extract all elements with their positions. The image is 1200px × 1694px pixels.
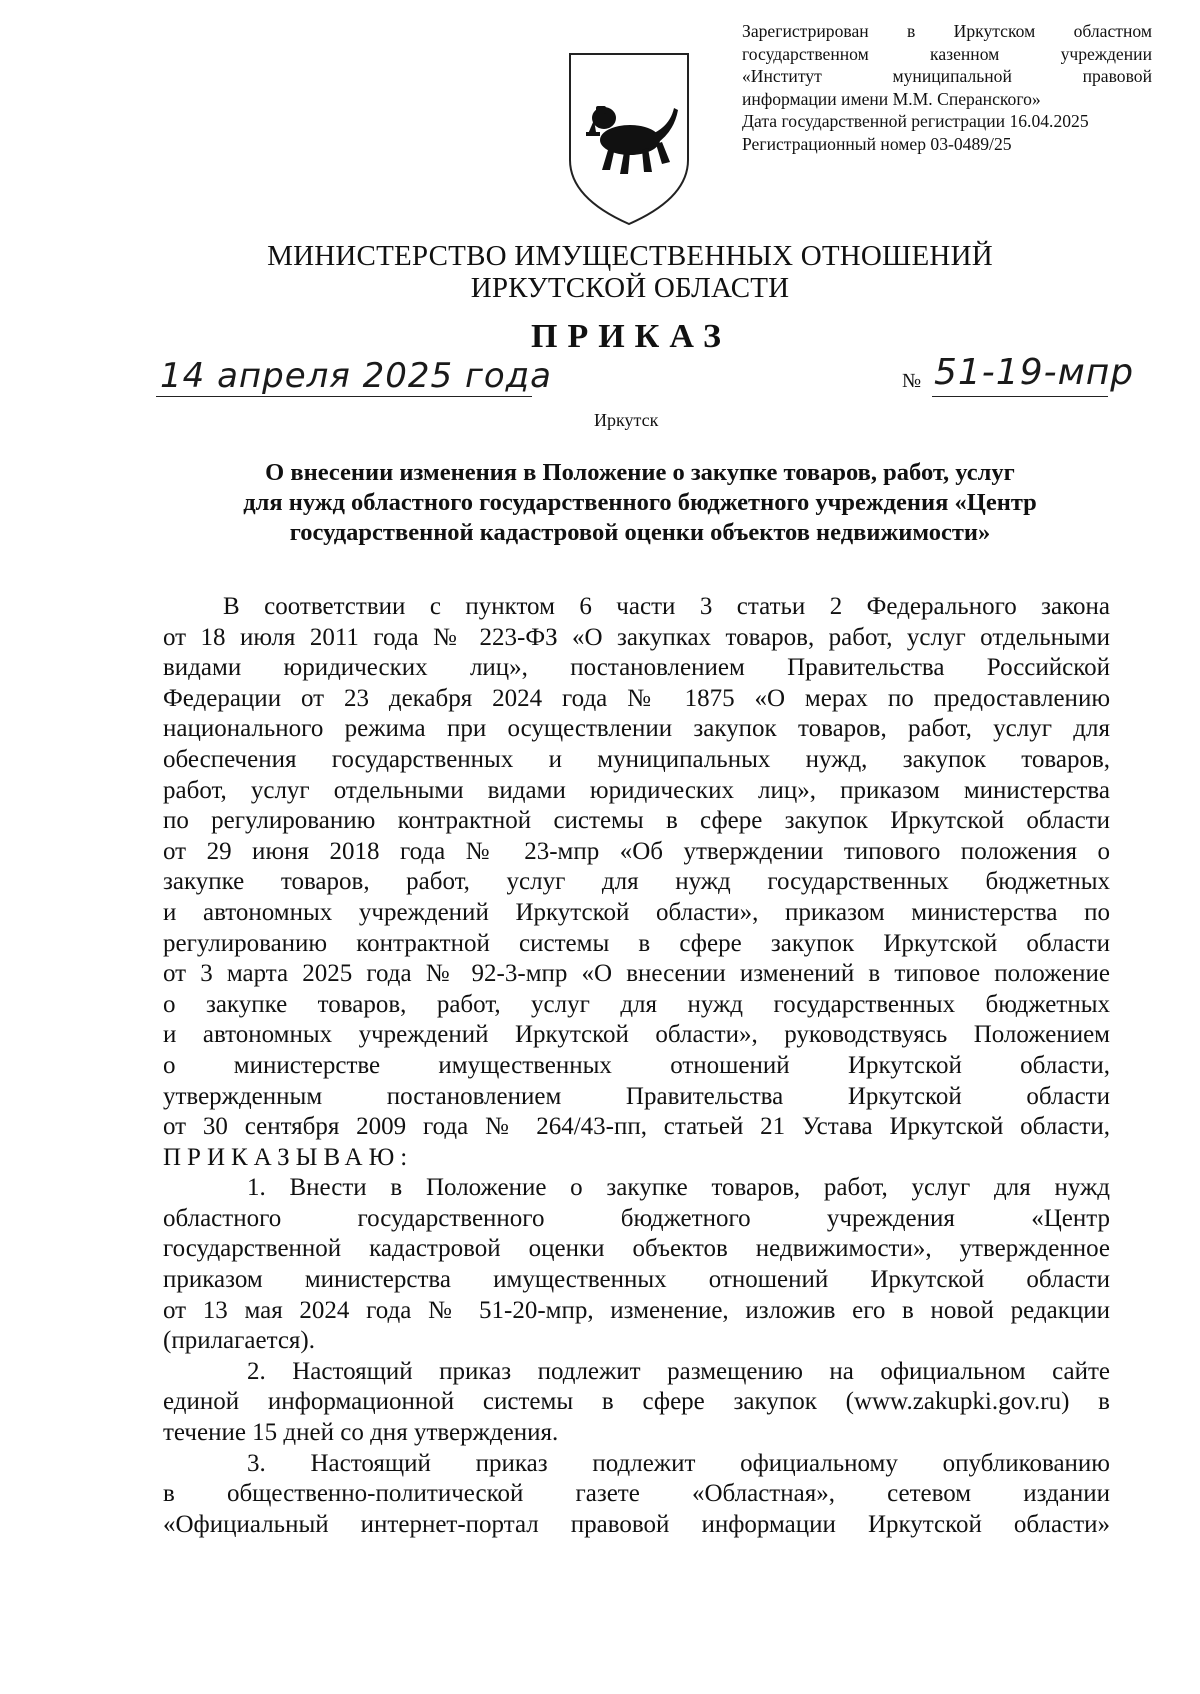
body-line: обеспечения государственных и муниципальных нужд, закупок товаров, [163,745,1110,773]
body-line: утвержденным постановлением Правительства Иркутской области [163,1082,1110,1110]
body-line: от 30 сентября 2009 года № 264/43-пп, статьей 21 Устава Иркутской области, [163,1113,1110,1141]
number-sign: № [902,370,922,392]
body-line: национального режима при осуществлении закупок товаров, работ, услуг для [163,715,1110,743]
document-city: Иркутск [594,410,659,430]
body-line: В соответствии с пунктом 6 части 3 статьи 2 Федерального закона [223,593,1110,620]
body-line: от 18 июля 2011 года № 223-ФЗ «О закупках товаров, работ, услуг отдельными [163,623,1110,651]
body-line: областного государственного бюджетного учреждения «Центр [163,1204,1110,1232]
body-line: от 13 мая 2024 года № 51-20-мпр, изменение, изложив его в новой редакции [163,1296,1110,1324]
body-line: видами юридических лиц», постановлением Правительства Российской [163,654,1110,682]
body-line: единой информационной системы в сфере закупок (www.zakupki.gov.ru) в [163,1388,1110,1416]
body-line: приказом министерства имущественных отношений Иркутской области [163,1266,1110,1294]
body-line: (прилагается). [163,1327,316,1355]
body-line: в общественно-политической газете «Областная», сетевом издании [163,1480,1110,1508]
ministry-region: ИРКУТСКОЙ ОБЛАСТИ [470,272,790,304]
body-line: по регулированию контрактной системы в сфере закупок Иркутской области [163,807,1110,835]
registration-note [742,20,1152,155]
registration-line: государственном казенном учреждении [742,43,1152,64]
body-line: от 3 марта 2025 года № 92-3-мпр «О внесении изменений в типовое положение [163,960,1110,988]
body-line: 2. Настоящий приказ подлежит размещению на официальном сайте [247,1357,1110,1385]
registration-line: информации имени М.М. Сперанского» [742,88,1041,109]
registration-line: «Институт муниципальной правовой [742,66,1152,86]
body-line: и автономных учреждений Иркутской области», руководствуясь Положением [163,1021,1110,1049]
body-line: течение 15 дней со дня утверждения. [163,1419,559,1447]
body-line: регулированию контрактной системы в сфере закупок Иркутской области [163,929,1110,957]
ministry-name: МИНИСТЕРСТВО ИМУЩЕСТВЕННЫХ ОТНОШЕНИЙ [267,240,993,272]
body-line: работ, услуг отдельными видами юридических лиц», приказом министерства [163,776,1110,804]
registration-date: Дата государственной регистрации 16.04.2025 [742,111,1089,131]
irkutsk-coat-of-arms-icon [566,48,692,230]
registration-line: Зарегистрирован в Иркутском областном [742,21,1152,41]
body-line: «Официальный интернет-портал правовой информации Иркутской области» [163,1510,1110,1538]
subject-line: О внесении изменения в Положение о закупке товаров, работ, услуг [265,459,1015,486]
body-line: о закупке товаров, работ, услуг для нужд государственных бюджетных [163,990,1110,1018]
body-line: от 29 июня 2018 года № 23-мпр «Об утверждении типового положения о [163,837,1110,865]
document-number: 51-19-мпр [934,352,1135,393]
body-line: о министерстве имущественных отношений Иркутской области, [163,1051,1110,1079]
subject-line: государственной кадастровой оценки объектов недвижимости» [289,519,991,546]
document-type-title: ПРИКАЗ [531,318,731,355]
body-line: 1. Внести в Положение о закупке товаров, работ, услуг для нужд [247,1174,1110,1202]
body-line: закупке товаров, работ, услуг для нужд государственных бюджетных [163,868,1110,896]
number-underline [932,396,1108,397]
document-date: 14 апреля 2025 года [160,356,552,396]
order-directive: ПРИКАЗЫВАЮ: [163,1143,414,1171]
subject-line: для нужд областного государственного бюджетного учреждения «Центр [243,489,1037,516]
body-line: 3. Настоящий приказ подлежит официальному опубликованию [247,1449,1110,1477]
body-line: Федерации от 23 декабря 2024 года № 1875 «О мерах по предоставлению [163,684,1110,712]
document-subject [160,458,1120,548]
document-body [163,592,1110,1540]
date-underline [156,396,532,397]
registration-number: Регистрационный номер 03-0489/25 [742,133,1012,154]
body-line: государственной кадастровой оценки объектов недвижимости», утвержденное [163,1235,1110,1263]
body-line: и автономных учреждений Иркутской области», приказом министерства по [163,898,1110,926]
